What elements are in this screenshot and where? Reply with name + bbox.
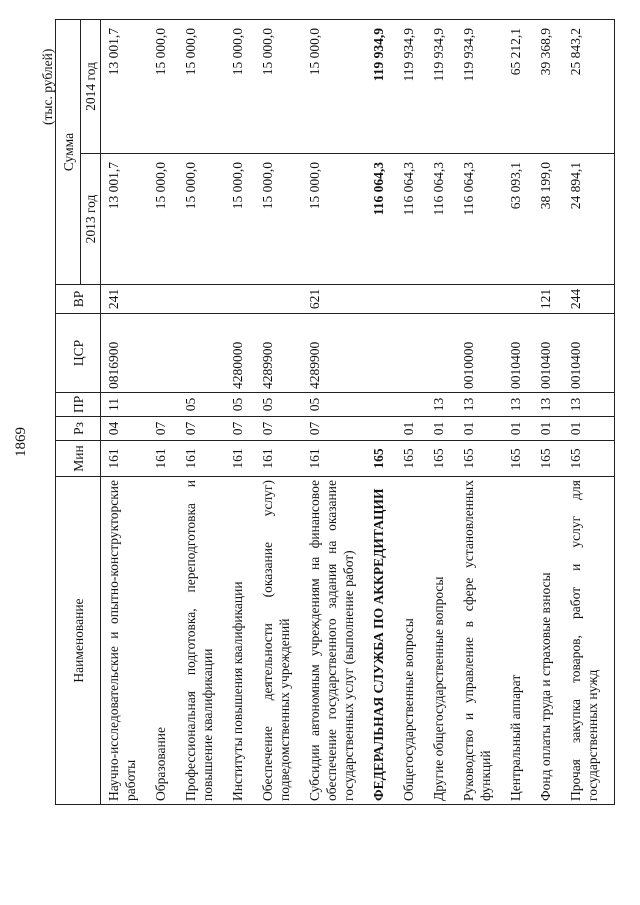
header-2014: 2014 год	[81, 19, 101, 153]
table-row	[229, 19, 259, 804]
cell-min: 161	[101, 441, 153, 477]
cell-rz: 07	[229, 417, 259, 441]
cell-min: 161	[229, 441, 259, 477]
cell-min: 161	[152, 441, 182, 477]
cell-2013: 116 064,3	[460, 154, 507, 285]
cell-vr	[229, 285, 259, 314]
cell-vr	[430, 285, 460, 314]
cell-2013: 15 000,0	[306, 154, 370, 285]
cell-rz: 04	[101, 417, 153, 441]
cell-pr	[370, 393, 400, 417]
cell-rz: 07	[182, 417, 229, 441]
table-row	[306, 19, 370, 804]
cell-2014: 15 000,0	[182, 19, 229, 153]
cell-pr: 11	[101, 393, 153, 417]
cell-min: 165	[567, 441, 615, 477]
cell-name: Общегосударственные вопросы	[400, 477, 430, 805]
cell-2013: 63 093,1	[507, 154, 537, 285]
cell-name: Другие общегосударственные вопросы	[430, 477, 460, 805]
header-min: Мин	[56, 441, 101, 477]
cell-rz: 07	[152, 417, 182, 441]
cell-csr: 0010400	[567, 314, 615, 393]
cell-2013: 13 001,7	[101, 154, 153, 285]
cell-2014: 65 212,1	[507, 19, 537, 153]
cell-csr	[430, 314, 460, 393]
cell-2014: 15 000,0	[152, 19, 182, 153]
cell-vr	[400, 285, 430, 314]
cell-name: Образование	[152, 477, 182, 805]
header-pr: ПР	[56, 393, 101, 417]
units-label: (тыс. рублей)	[40, 48, 55, 125]
cell-name: Обеспечение деятельности (оказание услуг) подведомственных учреждений	[259, 477, 306, 805]
cell-vr	[182, 285, 229, 314]
cell-min: 165	[507, 441, 537, 477]
cell-2013: 24 894,1	[567, 154, 615, 285]
cell-min: 165	[430, 441, 460, 477]
cell-2013: 116 064,3	[400, 154, 430, 285]
cell-pr: 05	[229, 393, 259, 417]
cell-min: 161	[259, 441, 306, 477]
header-name: Наименование	[56, 477, 101, 805]
cell-rz: 01	[400, 417, 430, 441]
cell-csr: 4280000	[229, 314, 259, 393]
cell-2014: 119 934,9	[400, 19, 430, 153]
cell-name: Субсидии автономным учреждениям на финансовое обеспечение государственного задания на оказание государственных услуг (выполнение работ)	[306, 477, 370, 805]
table-row	[460, 19, 507, 804]
cell-name: Фонд оплаты труда и страховые взносы	[537, 477, 567, 805]
table-row	[567, 19, 615, 804]
cell-rz: 01	[567, 417, 615, 441]
cell-vr	[370, 285, 400, 314]
cell-min: 161	[182, 441, 229, 477]
page-number: 1869	[13, 427, 29, 457]
cell-pr: 13	[537, 393, 567, 417]
cell-pr: 13	[460, 393, 507, 417]
cell-min: 165	[370, 441, 400, 477]
cell-2014: 15 000,0	[229, 19, 259, 153]
table-row	[507, 19, 537, 804]
cell-rz: 01	[430, 417, 460, 441]
cell-2014: 15 000,0	[259, 19, 306, 153]
table-row	[101, 19, 153, 804]
cell-name: Профессиональная подготовка, переподготовка и повышение квалификации	[182, 477, 229, 805]
header-sum: Сумма	[56, 19, 81, 284]
cell-name: Центральный аппарат	[507, 477, 537, 805]
header-vr: ВР	[56, 285, 101, 314]
cell-name: Руководство и управление в сфере установленных функций	[460, 477, 507, 805]
cell-pr	[400, 393, 430, 417]
table-header	[56, 19, 101, 804]
cell-pr: 05	[182, 393, 229, 417]
cell-2013: 15 000,0	[182, 154, 229, 285]
budget-table	[55, 19, 615, 805]
table-row	[259, 19, 306, 804]
cell-min: 161	[306, 441, 370, 477]
cell-pr: 13	[430, 393, 460, 417]
cell-csr	[400, 314, 430, 393]
cell-pr: 05	[306, 393, 370, 417]
cell-pr	[152, 393, 182, 417]
cell-2014: 13 001,7	[101, 19, 153, 153]
table-row	[537, 19, 567, 804]
header-csr: ЦСР	[56, 314, 101, 393]
cell-min: 165	[400, 441, 430, 477]
cell-vr	[460, 285, 507, 314]
table-row	[370, 19, 400, 804]
cell-csr: 4289900	[306, 314, 370, 393]
cell-pr: 13	[507, 393, 537, 417]
cell-min: 165	[537, 441, 567, 477]
cell-rz: 01	[460, 417, 507, 441]
table-row	[182, 19, 229, 804]
cell-2014: 119 934,9	[370, 19, 400, 153]
cell-pr: 13	[567, 393, 615, 417]
cell-2013: 116 064,3	[370, 154, 400, 285]
cell-min: 165	[460, 441, 507, 477]
cell-csr	[152, 314, 182, 393]
cell-2013: 116 064,3	[430, 154, 460, 285]
cell-name: ФЕДЕРАЛЬНАЯ СЛУЖБА ПО АККРЕДИТАЦИИ	[370, 477, 400, 805]
cell-rz: 07	[306, 417, 370, 441]
cell-2013: 38 199,0	[537, 154, 567, 285]
cell-rz	[370, 417, 400, 441]
cell-2013: 15 000,0	[152, 154, 182, 285]
table-body	[101, 19, 615, 804]
cell-vr: 244	[567, 285, 615, 314]
cell-2014: 15 000,0	[306, 19, 370, 153]
cell-2014: 119 934,9	[460, 19, 507, 153]
cell-pr: 05	[259, 393, 306, 417]
table-row	[152, 19, 182, 804]
cell-csr	[182, 314, 229, 393]
cell-2014: 119 934,9	[430, 19, 460, 153]
cell-csr	[370, 314, 400, 393]
cell-csr: 0010400	[507, 314, 537, 393]
cell-name: Прочая закупка товаров, работ и услуг для государственных нужд	[567, 477, 615, 805]
table-row	[400, 19, 430, 804]
cell-2014: 25 843,2	[567, 19, 615, 153]
header-rz: Рз	[56, 417, 101, 441]
cell-rz: 01	[507, 417, 537, 441]
cell-csr: 0010000	[460, 314, 507, 393]
cell-csr: 0010400	[537, 314, 567, 393]
cell-csr: 0816900	[101, 314, 153, 393]
cell-2013: 15 000,0	[229, 154, 259, 285]
cell-vr: 121	[537, 285, 567, 314]
cell-vr	[507, 285, 537, 314]
cell-rz: 01	[537, 417, 567, 441]
cell-csr: 4289900	[259, 314, 306, 393]
cell-2013: 15 000,0	[259, 154, 306, 285]
header-2013: 2013 год	[81, 154, 101, 285]
cell-name: Институты повышения квалификации	[229, 477, 259, 805]
cell-vr: 621	[306, 285, 370, 314]
cell-rz: 07	[259, 417, 306, 441]
cell-vr	[152, 285, 182, 314]
cell-vr	[259, 285, 306, 314]
table-row	[430, 19, 460, 804]
cell-2014: 39 368,9	[537, 19, 567, 153]
cell-vr: 241	[101, 285, 153, 314]
cell-name: Научно-исследовательские и опытно-конструкторские работы	[101, 477, 153, 805]
